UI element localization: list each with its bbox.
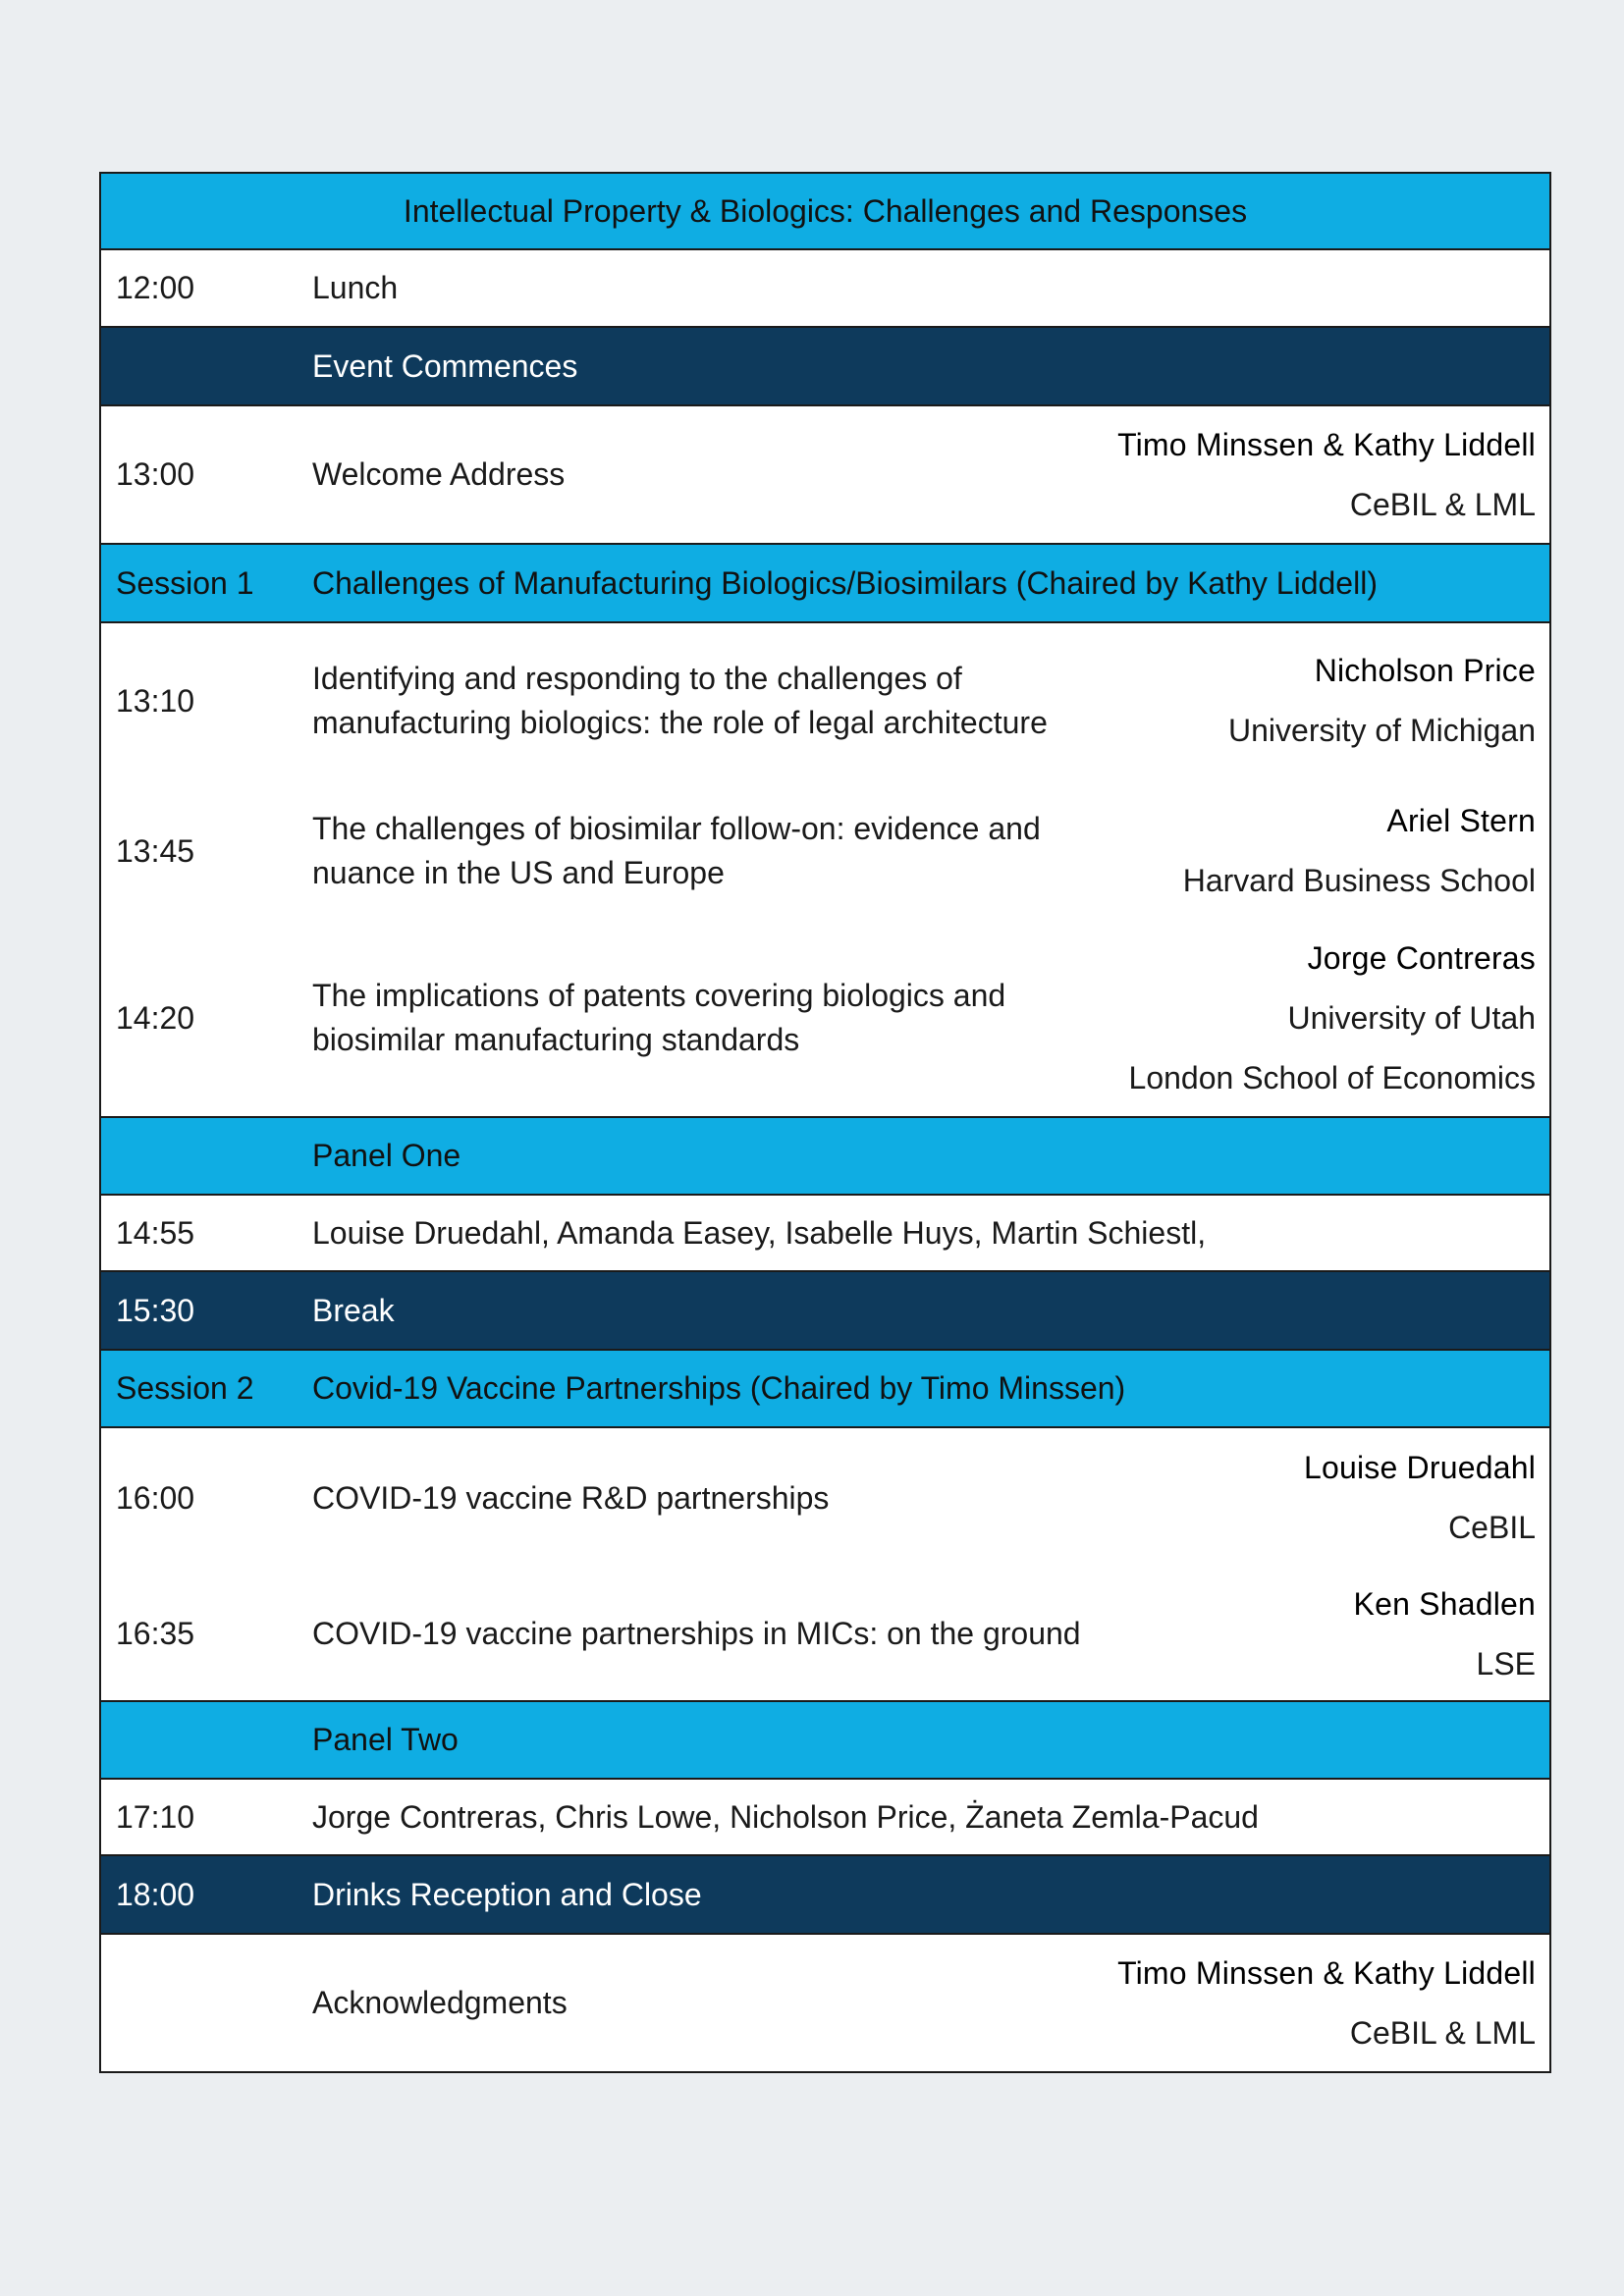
session-label: Session 1	[116, 564, 254, 601]
panel-title: Panel Two	[312, 1722, 459, 1757]
agenda-title-row	[101, 174, 1549, 250]
speaker-affiliation: Harvard Business School	[1182, 863, 1536, 898]
speaker-affiliation: London School of Economics	[1128, 1059, 1536, 1095]
talk-title: Identifying and responding to the challenges of manufacturing biologics: the role of legal architecture	[312, 661, 1048, 740]
speaker-name: Ken Shadlen	[1353, 1585, 1536, 1622]
speaker-block	[1088, 1438, 1549, 1558]
session-1-row	[101, 545, 1549, 623]
time-cell: 12:00	[116, 270, 195, 305]
talk-title: The challenges of biosimilar follow-on: evidence and nuance in the US and Europe	[312, 811, 1041, 890]
time-cell: 18:00	[116, 1876, 195, 1912]
agenda-table	[99, 172, 1551, 2073]
welcome-row	[101, 406, 1549, 545]
time-cell: 15:30	[116, 1292, 195, 1328]
session-2-row	[101, 1351, 1549, 1428]
session-title: Challenges of Manufacturing Biologics/Biosimilars (Chaired by Kathy Liddell)	[312, 564, 1378, 601]
talk-row	[101, 924, 1549, 1112]
time-cell: 13:10	[116, 682, 195, 719]
speaker-name: Ariel Stern	[1386, 803, 1536, 838]
panel-members: Jorge Contreras, Chris Lowe, Nicholson Price, Żaneta Zemla-Pacud	[312, 1798, 1259, 1835]
break-row	[101, 1272, 1549, 1351]
panel-title: Panel One	[312, 1138, 461, 1173]
panel-two-row	[101, 1702, 1549, 1780]
speaker-block	[1088, 641, 1549, 761]
speaker-name: Louise Druedahl	[1303, 1450, 1536, 1485]
item-label: Lunch	[312, 270, 399, 305]
speaker-affiliation: CeBIL	[1448, 1510, 1536, 1545]
time-cell: 14:20	[116, 999, 195, 1036]
talk-row	[101, 1568, 1549, 1700]
talk-title: The implications of patents covering biologics and biosimilar manufacturing standards	[312, 978, 1006, 1057]
talk-row	[101, 778, 1549, 924]
item-label: Event Commences	[312, 347, 578, 384]
speaker-block	[1088, 929, 1549, 1108]
talk-title: COVID-19 vaccine R&D partnerships	[312, 1479, 830, 1516]
speaker-block	[1117, 1944, 1549, 2063]
time-cell: 14:55	[116, 1214, 195, 1251]
event-commences-row	[101, 328, 1549, 406]
talk-row	[101, 623, 1549, 778]
speaker-name: Nicholson Price	[1314, 653, 1536, 688]
session-label: Session 2	[116, 1370, 254, 1406]
item-label: Acknowledgments	[312, 1985, 568, 2020]
session-2-talks	[101, 1428, 1549, 1702]
lunch-row	[101, 250, 1549, 328]
speaker-block	[1088, 791, 1549, 911]
speaker-name: Timo Minssen & Kathy Liddell	[1117, 1954, 1536, 1991]
close-row	[101, 1856, 1549, 1935]
speaker-affiliation: CeBIL & LML	[1349, 486, 1536, 522]
speaker-block	[1117, 415, 1549, 535]
agenda-title: Intellectual Property & Biologics: Challenges and Responses	[403, 192, 1248, 229]
time-cell: 13:00	[116, 456, 195, 492]
speaker-affiliation: University of Michigan	[1228, 713, 1536, 748]
panel-members: Louise Druedahl, Amanda Easey, Isabelle Huys, Martin Schiestl,	[312, 1214, 1207, 1251]
session-title: Covid-19 Vaccine Partnerships (Chaired by Timo Minssen)	[312, 1370, 1126, 1406]
time-cell: 17:10	[116, 1798, 195, 1835]
speaker-affiliation: University of Utah	[1287, 999, 1536, 1036]
speaker-name: Timo Minssen & Kathy Liddell	[1117, 426, 1536, 462]
speaker-name: Jorge Contreras	[1307, 939, 1536, 976]
acknowledgments-row	[101, 1935, 1549, 2071]
time-cell: 16:35	[116, 1616, 195, 1651]
time-cell: 13:45	[116, 832, 195, 869]
speaker-affiliation: LSE	[1476, 1645, 1536, 1682]
talk-title: COVID-19 vaccine partnerships in MICs: on the ground	[312, 1616, 1081, 1651]
item-label: Welcome Address	[312, 456, 566, 492]
speaker-affiliation: CeBIL & LML	[1349, 2014, 1536, 2051]
time-cell: 16:00	[116, 1479, 195, 1516]
panel-one-members-row	[101, 1196, 1549, 1272]
item-label: Break	[312, 1292, 395, 1328]
panel-one-row	[101, 1118, 1549, 1196]
item-label: Drinks Reception and Close	[312, 1876, 702, 1912]
panel-two-members-row	[101, 1780, 1549, 1856]
speaker-block	[1088, 1575, 1549, 1694]
talk-row	[101, 1428, 1549, 1568]
session-1-talks	[101, 623, 1549, 1118]
